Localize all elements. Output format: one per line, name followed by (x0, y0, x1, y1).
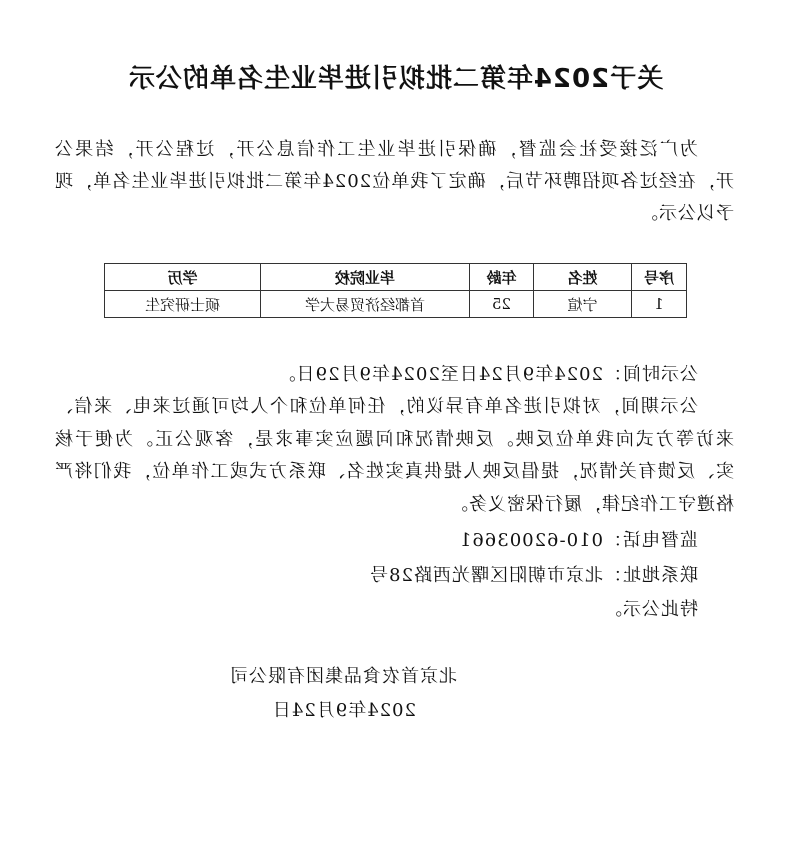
cell-school: 首都经济贸易大学 (261, 291, 470, 318)
col-header-degree: 学历 (105, 264, 261, 291)
table-row (105, 291, 687, 318)
signature-org: 北京首农食品集团有限公司 (229, 666, 457, 687)
col-header-age: 年龄 (470, 264, 534, 291)
col-header-name: 姓名 (534, 264, 632, 291)
period-text: 公示时间：2024年9月24日至2024年9月29日。 (276, 364, 698, 385)
phone-text: 监督电话：010-62003661 (458, 530, 698, 551)
address-text: 联系地址：北京市朝阳区曙光西路28号 (369, 565, 698, 586)
cell-age: 25 (470, 291, 534, 318)
cell-degree: 硕士研究生 (105, 291, 261, 318)
feedback-paragraph: 公示期间，对拟引进名单有异议的，任何单位和个人均可通过来电、来信、来访等方式向我单位反映。反映情况和问题应实事求是，客观公正。为便于核实、反馈有关情况，提倡反映人提供真实姓名、联系方式或工作单位，我们将严格遵守工作纪律，履行保密义务。 (54, 396, 734, 515)
page-title: 关于2024年第二批拟引进毕业生名单的公示 (127, 64, 664, 94)
col-header-index: 序号 (632, 264, 687, 291)
col-header-school: 毕业院校 (261, 264, 470, 291)
intro-paragraph: 为广泛接受社会监督，确保引进毕业生工作信息公开，过程公开，结果公开，在经过各项招聘环节后，确定了我单位2024年第二批拟引进毕业生名单，现予以公示。 (54, 139, 734, 224)
table-header-row (105, 264, 687, 291)
candidate-table (104, 263, 687, 318)
signature-date: 2024年9月24日 (271, 700, 416, 721)
cell-index: 1 (632, 291, 687, 318)
cell-name: 宁煊 (534, 291, 632, 318)
closing-text: 特此公示。 (603, 599, 698, 620)
